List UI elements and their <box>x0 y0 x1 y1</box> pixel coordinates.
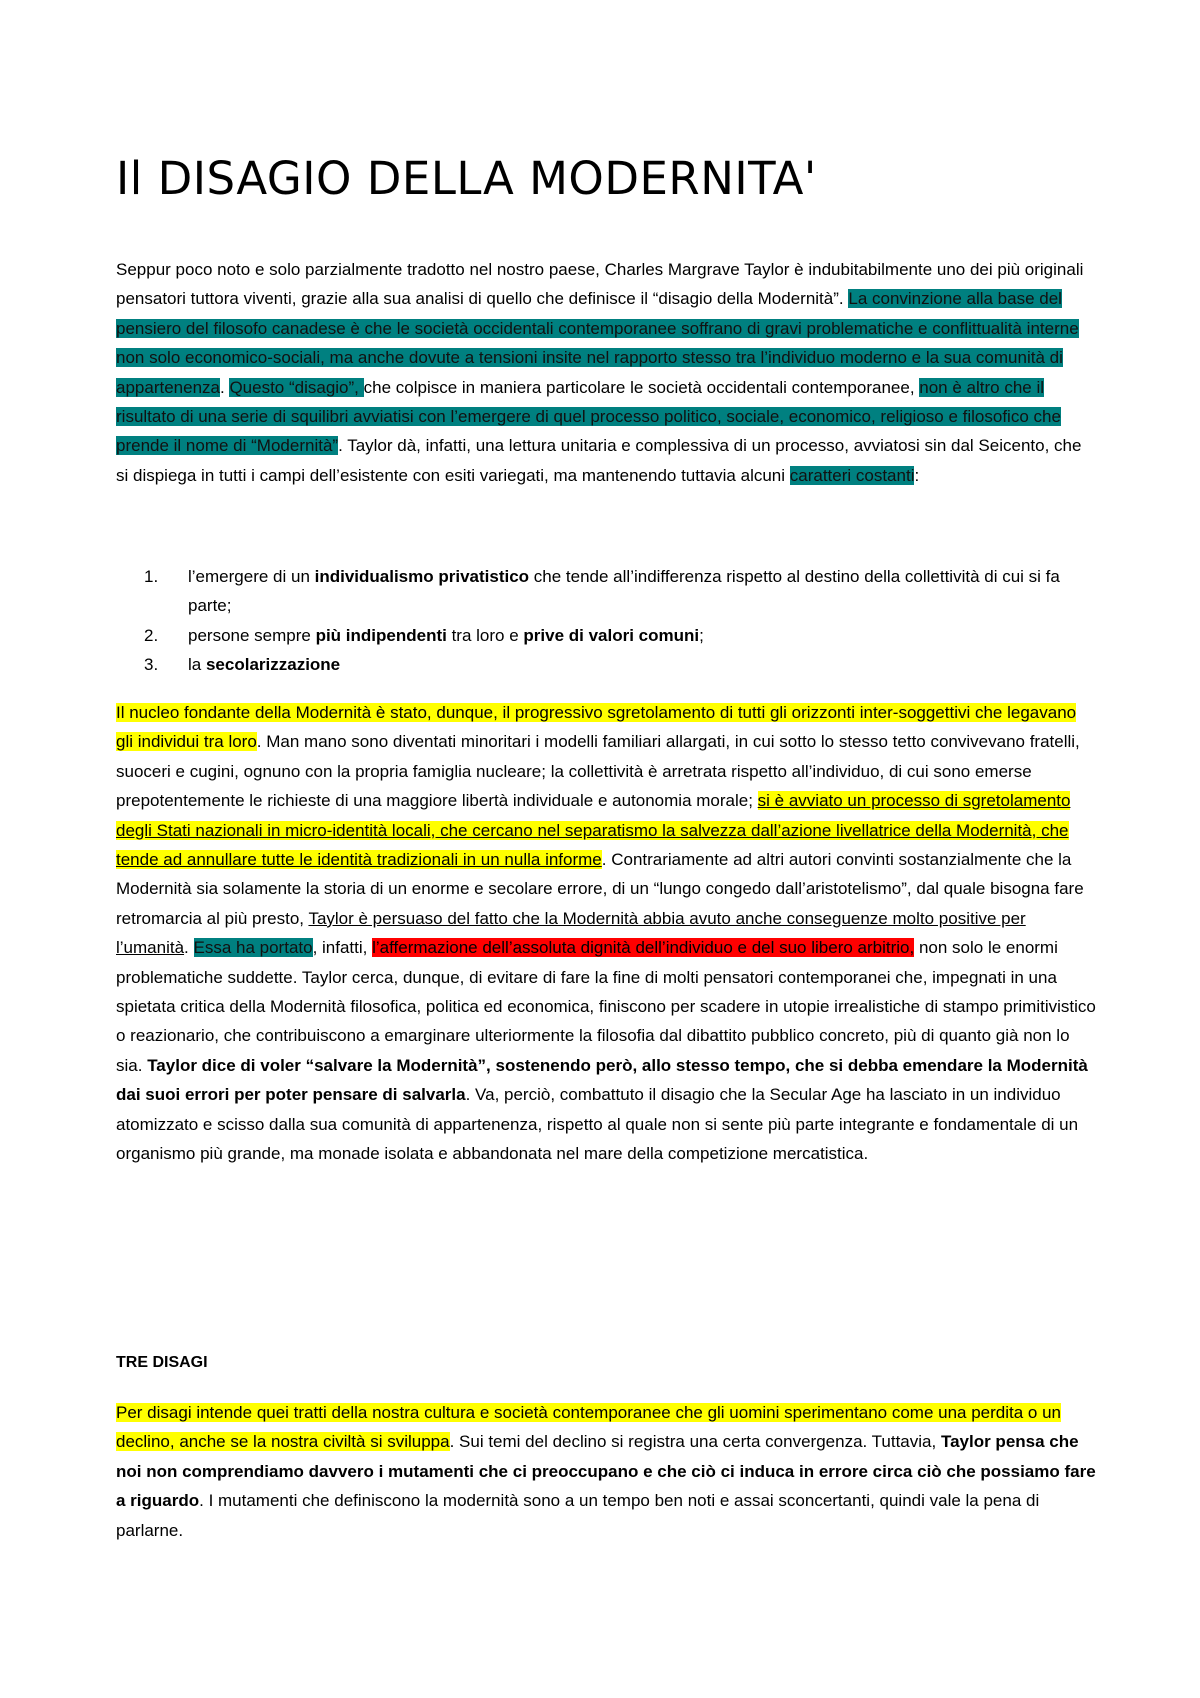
intro-paragraph <box>116 255 1096 490</box>
teal-highlight: La convinzione alla base del pensiero del filosofo canadese è che le società occidentali contemporanee soffrano di gravi problematiche e conflittualità interne non solo economico-sociali, ma anche dovute a tensioni insite nel rapporto stesso tra l’individuo moderno e la sua comunità di appartenenza <box>116 289 1079 397</box>
list-item <box>116 562 1096 621</box>
text-run: l’emergere di un <box>188 567 315 586</box>
text-run: . I mutamenti che definiscono la modernità sono a un tempo ben noti e assai sconcertanti, quindi vale la pena di parlarne. <box>116 1491 1040 1540</box>
yellow-underlined-highlight: si è avviato un processo di sgretolamento degli Stati nazionali in micro-identità locali, che cercano nel separatismo la salvezza dall’azione livellatrice della Modernità, che tende ad annullare tutte le identità tradizionali in un nulla informe <box>116 791 1071 870</box>
text-run: che colpisce in maniera particolare le società occidentali contemporanee, <box>363 377 920 397</box>
bold-text: prive di valori comuni <box>523 625 700 645</box>
text-run: . Man mano sono diventati minoritari i modelli familiari allargati, in cui sotto lo stesso tetto convivevano fratelli, suoceri e cugini, ognuno con la propria famiglia nucleare; la collettività è arretrata rispetto all’individuo, di cui sono emerse prepotentemente le richieste di una maggiore libertà individuale e autonomia morale; <box>116 732 1080 811</box>
underlined-text: Taylor è persuaso del fatto che la Modernità abbia avuto anche conseguenze molto positive per l’umanità <box>116 908 1026 958</box>
text-run: . <box>184 938 194 958</box>
document-title: Il DISAGIO DELLA MODERNITA' <box>116 152 817 205</box>
teal-highlight: Essa ha portato <box>193 938 313 958</box>
disagi-paragraph <box>116 1398 1096 1545</box>
text-run: : <box>914 465 920 485</box>
bold-text: secolarizzazione <box>205 655 341 675</box>
text-run: , infatti, <box>312 938 373 958</box>
list-number: 3. <box>144 655 159 675</box>
yellow-highlight: Il nucleo fondante della Modernità è stato, dunque, il progressivo sgretolamento di tutti gli orizzonti inter-soggettivi che legavano gli individui tra loro <box>116 703 1077 752</box>
text-run: che tende all’indifferenza rispetto al destino della collettività di cui si fa parte; <box>188 567 1060 616</box>
numbered-list <box>116 562 1096 680</box>
text-run: Seppur poco noto e solo parzialmente tradotto nel nostro paese, Charles Margrave Taylor è indubitabilmente uno dei più originali pensatori tuttora viventi, grazie alla sua analisi di quello che definisce il “disagio della Modernità”. <box>116 260 1084 309</box>
bold-text: individualismo privatistico <box>314 567 530 586</box>
section-heading: TRE DISAGI <box>116 1354 208 1371</box>
text-run: . Va, perciò, combattuto il disagio che la Secular Age ha lasciato in un individuo atomizzato e scisso dalla sua comunità di appartenenza, rispetto al quale non si sente più parte integrante e fondamentale di un organismo più grande, ma monade isolata e abbandonata nel mare della competizione mercatistica. <box>116 1085 1079 1164</box>
text-run: non solo le enormi problematiche suddette. Taylor cerca, dunque, di evitare di fare la fine di molti pensatori contemporanei che, impegnati in una spietata critica della Modernità filosofica, politica ed economica, finiscono per scadere in utopie irrealistiche di stampo primitivistico o reazionario, che contribuiscono a emarginare ulteriormente la filosofia dal dibattito pubblico concreto, più di quanto già non lo sia. <box>116 938 1096 1075</box>
text-run: . Contrariamente ad altri autori convinti sostanzialmente che la Modernità sia solamente la storia di un enorme e secolare errore, di un “lungo congedo dall’aristotelismo”, dal quale bisogna fare retromarcia al più presto, <box>116 850 1084 928</box>
list-number: 2. <box>144 625 159 645</box>
teal-highlight: Questo “disagio”, <box>229 377 364 397</box>
bold-text: più indipendenti <box>315 625 447 645</box>
list-item <box>116 650 1096 679</box>
red-highlight: l’affermazione dell’assoluta dignità dell’individuo e del suo libero arbitrio, <box>372 938 915 958</box>
modernity-paragraph <box>116 698 1096 1169</box>
text-run: . Taylor dà, infatti, una lettura unitaria e complessiva di un processo, avviatosi sin dal Seicento, che si dispiega in tutti i campi dell’esistente con esiti variegati, ma mantenendo tuttavia alcuni <box>116 436 1082 485</box>
list-number: 1. <box>144 567 159 586</box>
text-run: . <box>219 377 230 397</box>
bold-text: Taylor dice di voler “salvare la Modernità”, sostenendo però, allo stesso tempo, che si debba emendare la Modernità dai suoi errori per poter pensare di salvarla <box>116 1055 1088 1105</box>
list-item <box>116 621 1096 650</box>
text-run: . Sui temi del declino si registra una certa convergenza. Tuttavia, <box>449 1432 941 1452</box>
text-run: tra loro e <box>446 625 524 645</box>
teal-highlight: non è altro che il risultato di una serie di squilibri avviatisi con l’emergere di quel processo politico, sociale, economico, religioso e filosofico che prende il nome di “Modernità” <box>116 377 1061 456</box>
text-run: persone sempre <box>188 625 316 645</box>
text-run: ; <box>699 625 704 645</box>
text-run: la <box>188 655 206 675</box>
teal-highlight: caratteri costanti <box>789 465 915 485</box>
yellow-highlight: Per disagi intende quei tratti della nostra cultura e società contemporanee che gli uomini sperimentano come una perdita o un declino, anche se la nostra civiltà si sviluppa <box>116 1403 1062 1452</box>
bold-text: Taylor pensa che noi non comprendiamo davvero i mutamenti che ci preoccupano e che ciò ci induca in errore circa ciò che possiamo fare a riguardo <box>116 1432 1096 1511</box>
